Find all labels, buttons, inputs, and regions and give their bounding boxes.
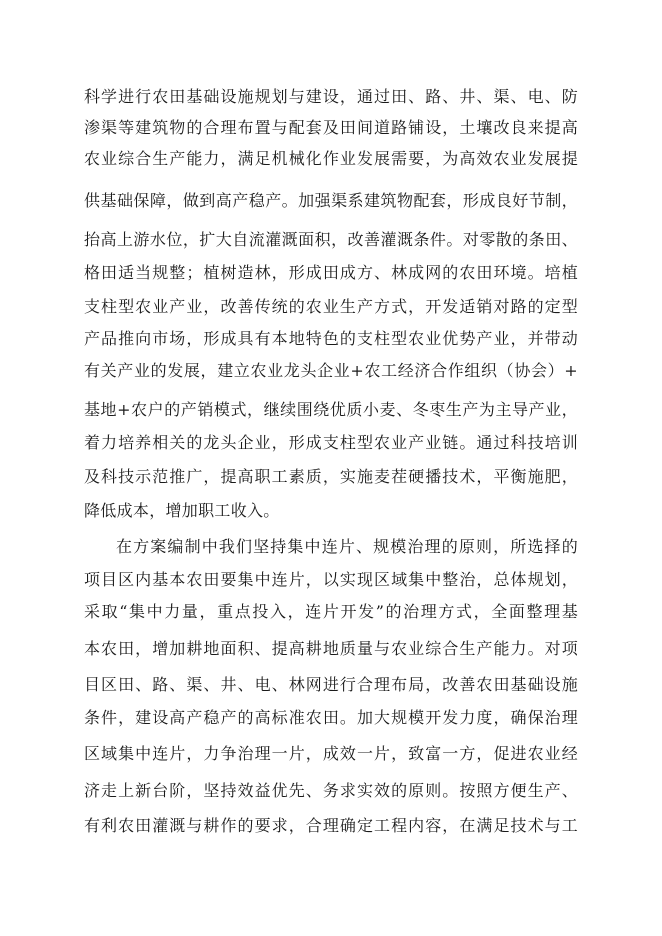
paragraph-2-line-1: 在方案编制中我们坚持集中连片、规模治理的原则，所选择的 bbox=[116, 537, 578, 556]
paragraph-1-line-13: 降低成本，增加职工收入。 bbox=[84, 501, 280, 520]
paragraph-1-line-7: 支柱型农业产业，改善传统的农业生产方式，开发适销对路的定型 bbox=[84, 297, 578, 316]
paragraph-1-line-2: 渗渠等建筑物的合理布置与配套及田间道路铺设，土壤改良来提高 bbox=[84, 118, 578, 137]
paragraph-2-line-2: 项目区内基本农田要集中连片，以实现区域集中整治，总体规划， bbox=[84, 570, 578, 589]
paragraph-1-line-10: 基地+农户的产销模式，继续围绕优质小麦、冬枣生产为主导产业， bbox=[84, 400, 578, 419]
paragraph-2-line-6: 条件，建设高产稳产的高标准农田。加大规模开发力度，确保治理 bbox=[84, 708, 578, 727]
paragraph-2-line-9: 有利农田灌溉与耕作的要求，合理确定工程内容，在满足技术与工 bbox=[84, 816, 578, 835]
paragraph-1-line-11: 着力培养相关的龙头企业，形成支柱型农业产业链。通过科技培训 bbox=[84, 433, 578, 452]
paragraph-1-line-9: 有关产业的发展，建立农业龙头企业+农工经济合作组织（协会）+ bbox=[84, 361, 578, 380]
paragraph-2-line-4: 本农田，增加耕地面积、提高耕地质量与农业综合生产能力。对项 bbox=[84, 639, 578, 658]
paragraph-1-line-4: 供基础保障，做到高产稳产。加强渠系建筑物配套，形成良好节制， bbox=[84, 191, 578, 210]
paragraph-2-line-8: 济走上新台阶，坚持效益优先、务求实效的原则。按照方便生产、 bbox=[84, 781, 578, 800]
paragraph-2-line-3: 采取“集中力量，重点投入，连片开发”的治理方式，全面整理基 bbox=[84, 602, 578, 621]
paragraph-2-line-7: 区域集中连片，力争治理一片，成效一片，致富一方，促进农业经 bbox=[84, 744, 578, 763]
paragraph-1-line-1: 科学进行农田基础设施规划与建设，通过田、路、井、渠、电、防 bbox=[84, 87, 578, 106]
paragraph-1-line-12: 及科技示范推广，提高职工素质，实施麦茬硬播技术，平衡施肥， bbox=[84, 467, 578, 486]
paragraph-2-line-5: 目区田、路、渠、井、电、林网进行合理布局，改善农田基础设施 bbox=[84, 675, 578, 694]
paragraph-1-line-5: 抬高上游水位，扩大自流灌溉面积，改善灌溉条件。对零散的条田、 bbox=[84, 230, 578, 249]
paragraph-1-line-6: 格田适当规整；植树造林，形成田成方、林成网的农田环境。培植 bbox=[84, 263, 578, 282]
paragraph-1-line-8: 产品推向市场，形成具有本地特色的支柱型农业优势产业，并带动 bbox=[84, 329, 578, 348]
paragraph-1-line-3: 农业综合生产能力，满足机械化作业发展需要，为高效农业发展提 bbox=[84, 149, 578, 168]
